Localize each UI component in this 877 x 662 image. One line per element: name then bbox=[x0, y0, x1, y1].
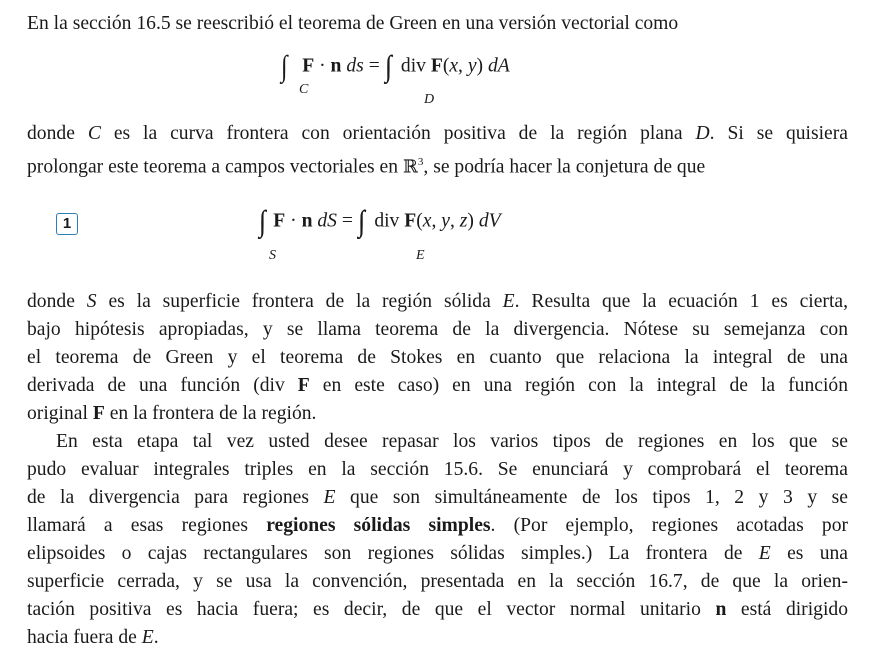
equation-green bbox=[280, 52, 510, 82]
integral-sign: ∫ bbox=[280, 50, 288, 83]
text: original bbox=[27, 403, 88, 424]
paragraph-line bbox=[27, 512, 848, 540]
text: donde bbox=[27, 123, 75, 144]
text: , se podría hacer la conjetura de que bbox=[423, 156, 706, 178]
text: . Si se quisiera bbox=[709, 123, 848, 144]
text: que son simultáneamente de los tipos 1, 2 y 3 y se bbox=[350, 487, 849, 508]
text: es una bbox=[787, 543, 848, 564]
div-text: div bbox=[374, 210, 405, 232]
text: está dirigido bbox=[740, 599, 848, 620]
paragraph-line bbox=[27, 540, 848, 568]
subscript-s: S bbox=[269, 248, 276, 263]
equation-divergence bbox=[259, 207, 501, 237]
text: . (Por ejemplo, regiones acotadas por bbox=[490, 515, 849, 536]
text: en la frontera de la región. bbox=[109, 403, 317, 424]
text: donde bbox=[27, 291, 75, 312]
text: derivada de una función (div bbox=[27, 375, 285, 396]
ds: ds bbox=[346, 55, 364, 77]
real-numbers-symbol: ℝ bbox=[402, 156, 418, 178]
equation-number-badge: 1 bbox=[56, 213, 78, 235]
text: en este caso) en una región con la integral de la función bbox=[322, 375, 848, 396]
paragraph-line bbox=[27, 288, 848, 316]
paragraph-line bbox=[27, 120, 848, 148]
paragraph-line bbox=[27, 596, 848, 624]
var-e: E bbox=[758, 543, 771, 564]
vector-n: n bbox=[715, 599, 727, 620]
paragraph-line bbox=[27, 568, 848, 596]
triple-integral-sign: ∫∫∫ bbox=[357, 205, 359, 238]
subscript-d: D bbox=[424, 92, 435, 107]
dot-operator: · bbox=[290, 210, 302, 232]
vector-f: F bbox=[430, 55, 443, 77]
var-s: S bbox=[86, 291, 97, 312]
text: es la curva frontera con orientación positiva de la región plana bbox=[113, 123, 683, 144]
text: pudo evaluar integrales triples en la sección 15.6. Se enunciará y comprobará el teorema bbox=[27, 459, 848, 480]
paragraph-line bbox=[27, 10, 848, 38]
var-e: E bbox=[323, 487, 336, 508]
text: bajo hipótesis apropiadas, y se llama teorema de la divergencia. Nótese su semejanza con bbox=[27, 319, 848, 340]
vector-f: F bbox=[273, 210, 286, 232]
subscript-e: E bbox=[416, 248, 425, 263]
var-e: E bbox=[141, 627, 154, 648]
equals-sign: = bbox=[341, 210, 353, 232]
paragraph-line bbox=[27, 400, 848, 428]
paragraph-line bbox=[27, 624, 848, 652]
vector-f: F bbox=[297, 375, 310, 396]
div-text: div bbox=[400, 55, 431, 77]
paragraph-line bbox=[27, 316, 848, 344]
var-c: C bbox=[87, 123, 101, 144]
paragraph-line bbox=[27, 484, 848, 512]
text: el teorema de Green y el teorema de Stokes en cuanto que relaciona la integral de una bbox=[27, 347, 848, 368]
vector-f: F bbox=[92, 403, 105, 424]
paragraph-line bbox=[27, 344, 848, 372]
paragraph-line bbox=[27, 372, 848, 400]
superscript: 3 bbox=[417, 156, 424, 168]
vector-n: n bbox=[301, 210, 313, 232]
paragraph-line bbox=[27, 148, 848, 176]
text: prolongar este teorema a campos vectoriales en bbox=[27, 156, 399, 178]
args: (x, y) dA bbox=[442, 55, 510, 77]
text: hacia fuera de bbox=[27, 627, 137, 648]
text: . bbox=[153, 627, 159, 648]
vector-f: F bbox=[302, 55, 315, 77]
args: (x, y, z) dV bbox=[416, 210, 501, 232]
text: elipsoides o cajas rectangulares son regiones sólidas simples.) La frontera de bbox=[27, 543, 743, 564]
text: es la superficie frontera de la región sólida bbox=[108, 291, 491, 312]
text: superficie cerrada, y se usa la convención, presentada en la sección 16.7, de que la orien- bbox=[27, 571, 848, 592]
text: En esta etapa tal vez usted desee repasar los varios tipos de regiones en los que se bbox=[56, 431, 848, 452]
bold-term: regiones sólidas simples bbox=[266, 515, 491, 536]
text: tación positiva es hacia fuera; es decir, de que el vector normal unitario bbox=[27, 599, 701, 620]
text: En la sección 16.5 se reescribió el teorema de Green en una versión vectorial como bbox=[27, 13, 679, 34]
vector-n: n bbox=[330, 55, 342, 77]
text: de la divergencia para regiones bbox=[27, 487, 309, 508]
subscript-c: C bbox=[299, 82, 309, 97]
text: . Resulta que la ecuación 1 es cierta, bbox=[514, 291, 848, 312]
var-d: D bbox=[695, 123, 710, 144]
text: llamará a esas regiones bbox=[27, 515, 248, 536]
vector-f: F bbox=[404, 210, 417, 232]
paragraph-line bbox=[27, 428, 848, 456]
ds: dS bbox=[317, 210, 337, 232]
var-e: E bbox=[502, 291, 515, 312]
equals-sign: = bbox=[368, 55, 380, 77]
paragraph-line bbox=[27, 456, 848, 484]
dot-operator: · bbox=[319, 55, 331, 77]
